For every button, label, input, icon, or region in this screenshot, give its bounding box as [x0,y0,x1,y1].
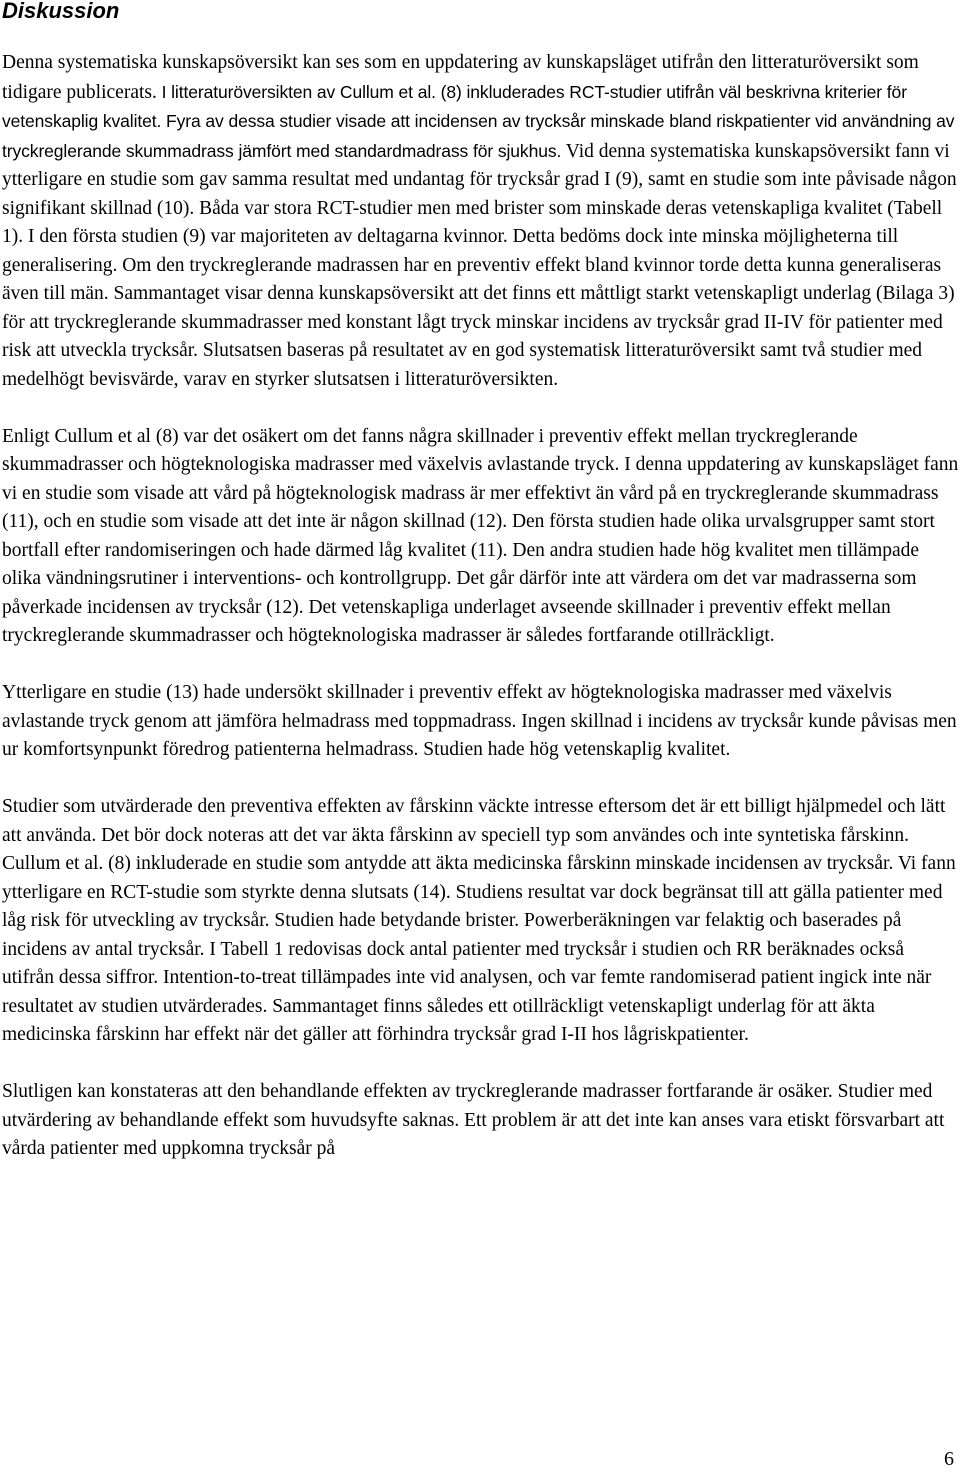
paragraph-3: Ytterligare en studie (13) hade undersökt skillnader i preventiv effekt av högteknologiska madrasser med växelvis avlastande tryck genom att jämföra helmadrass med toppmadrass. Ingen skillnad i incidens av trycksår kunde påvisas men ur komfortsynpunkt föredrog patienterna helmadrass. Studien hade hög vetenskaplig kvalitet. [2,682,957,760]
paragraph-2: Enligt Cullum et al (8) var det osäkert om det fanns några skillnader i preventiv effekt mellan tryckreglerande skummadrasser och högteknologiska madrasser med växelvis avlastande tryck. I denna uppdatering av kunskapsläget fann vi en studie som visade att vård på högteknologisk madrass är mer effektivt än vård på en tryckreglerande skummadrass (11), och en studie som visade att det inte är någon skillnad (12). Den första studien hade olika urvalsgrupper samt stort bortfall efter randomiseringen och hade därmed låg kvalitet (11). Den andra studien hade hög kvalitet men tillämpade olika vändningsrutiner i interventions- och kontrollgrupp. Det går därför inte att värdera om det var madrasserna som påverkade incidensen av trycksår (12). Det vetenskapliga underlaget avseende skillnader i preventiv effekt mellan tryckreglerande skummadrasser och högteknologiska madrasser är således fortfarande otillräckligt. [2,425,959,646]
paragraph-4: Studier som utvärderade den preventiva effekten av fårskinn väckte intresse eftersom det är ett billigt hjälpmedel och lätt att använda. Det bör dock noteras att det var äkta fårskinn av speciell typ som användes och inte syntetiska fårskinn. Cullum et al. (8) inkluderade en studie som antydde att äkta medicinska fårskinn minskade incidensen av trycksår. Vi fann ytterligare en RCT-studie som styrkte denna slutsats (14). Studiens resultat var dock begränsat till att gälla patienter med låg risk för utveckling av trycksår. Studien hade betydande brister. Powerberäkningen var felaktig och baserades på incidens av antal trycksår. I Tabell 1 redovisas dock antal patienter med trycksår i studien och RR beräknades också utifrån dessa siffror. Intention-to-treat tillämpades inte vid analysen, och var femte randomiserad patient ingick inte när resultatet av studien utvärderades. Sammantaget finns således ett otillräckligt vetenskapligt underlag för att äkta medicinska fårskinn har effekt när det gäller att förhindra trycksår grad I-II hos lågriskpatienter. [2,796,956,1045]
page-number: 6 [944,1448,954,1470]
section-heading: Diskussion [2,0,120,23]
paragraph-1-sentence-3: Vid denna systematiska kunskapsöversikt fann vi ytterligare en studie som gav samma resultat med undantag för trycksår grad I (9), samt en studie som inte påvisade någon signifikant skillnad (10). Båda var stora RCT-studier men med brister som minskade deras vetenskapliga kvalitet (Tabell 1). I den första studien (9) var majoriteten av deltagarna kvinnor. Detta bedöms dock inte minska möjligheterna till generalisering. Om den tryckreglerande madrassen har en preventiv effekt bland kvinnor torde detta kunna generaliseras även till män. Sammantaget visar denna kunskapsöversikt att det finns ett måttligt starkt vetenskapligt underlag (Bilaga 3) för att tryckreglerande skummadrasser med konstant lågt tryck minskar incidens av trycksår grad II-IV för patienter med risk att utveckla trycksår. Slutsatsen baseras på resultatet av en god systematisk litteraturöversikt samt två studier med medelhögt bevisvärde, varav en styrker slutsatsen i litteraturöversikten. [2,140,957,390]
paragraph-5: Slutligen kan konstateras att den behandlande effekten av tryckreglerande madrasser fortfarande är osäker. Studier med utvärdering av behandlande effekt som huvudsyfte saknas. Ett problem är att det inte kan anses vara etiskt försvarbart att vårda patienter med uppkomna trycksår på [2,1081,945,1159]
paragraph-1-sentence-1: Denna systematiska kunskapsöversikt kan ses som en uppdatering av kunskapsläget utifrån den litteraturöversikt som tidigare publicerats. [2,52,919,103]
paragraph-1 [2,49,960,394]
paragraph-1-sentence-2: I litteraturöversikten av Cullum et al. (8) inkluderades RCT-studier utifrån väl beskrivna kriterier för vetenskaplig kvalitet. Fyra av dessa studier visade att incidensen av trycksår minskade bland riskpatienter vid användning av tryckreglerande skummadrass jämfört med standardmadrass för sjukhus. [2,81,955,161]
body-text [2,49,960,1192]
